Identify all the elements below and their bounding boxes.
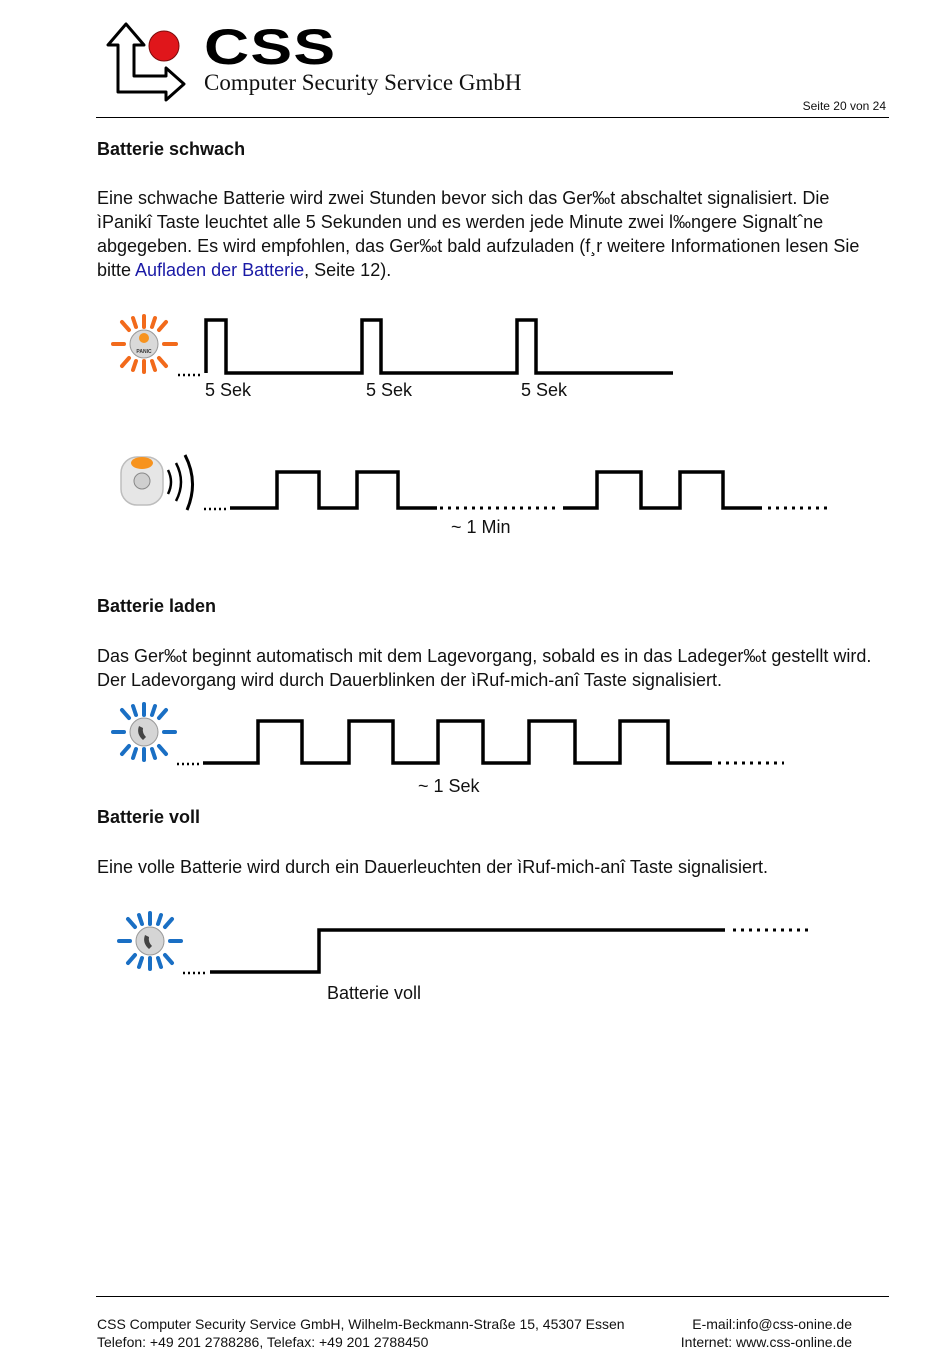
charging-link[interactable]: Aufladen der Batterie	[135, 260, 305, 280]
low-battery-text-end: , Seite 12).	[304, 260, 392, 280]
panic-pulse-waveform	[178, 320, 673, 375]
full-level-waveform	[183, 930, 810, 973]
full-paragraph: Eine volle Batterie wird durch ein Dauerleuchten der ìRuf-mich-anî Taste signalisiert.	[97, 857, 768, 877]
pulse-label-1: 5 Sek	[205, 380, 252, 400]
company-name: Computer Security Service GmbH	[204, 70, 522, 95]
page-indicator: Seite 20 von 24	[802, 99, 886, 113]
footer-website[interactable]: Internet: www.css-online.de	[680, 1334, 852, 1350]
panic-blink-icon	[113, 316, 176, 372]
logo-text: CSS	[204, 19, 337, 75]
low-battery-text: Eine schwache Batterie wird zwei Stunden bevor sich das Ger‰t abschaltet signalisiert. Die ìPanikî Taste leuchtet alle 5 Sekunden und es werden jede Minute zwei l‰ngere Signaltˆne abgegeben. Es wird empfohlen, das Ger‰t bald aufzuladen (f¸r weitere Informationen lesen Sie bitte	[97, 188, 860, 280]
footer-phone: Telefon: +49 201 2788286, Telefax: +49 201 2788450	[97, 1334, 429, 1350]
footer-divider	[96, 1296, 889, 1297]
footer-address: CSS Computer Security Service GmbH, Wilhelm-Beckmann-Straße 15, 45307 Essen	[97, 1316, 625, 1332]
pulse-label-2: 5 Sek	[366, 380, 413, 400]
section-title-charging: Batterie laden	[97, 596, 217, 616]
beep-waveform	[204, 472, 828, 509]
call-steady-icon	[119, 913, 181, 969]
blink-interval-label: ~ 1 Sek	[418, 776, 480, 796]
full-level-label: Batterie voll	[327, 983, 422, 1003]
pulse-label-3: 5 Sek	[521, 380, 568, 400]
section-title-low-battery: Batterie schwach	[97, 139, 246, 159]
section-title-full: Batterie voll	[97, 807, 201, 827]
call-blink-icon	[113, 704, 175, 760]
beep-interval-label: ~ 1 Min	[451, 517, 511, 537]
charging-blink-waveform	[177, 721, 784, 764]
footer-email[interactable]: E-mail:info@css-onine.de	[692, 1316, 852, 1332]
device-beep-icon	[121, 455, 193, 510]
panic-button-text: PANIC	[136, 349, 152, 355]
charging-paragraph: Das Ger‰t beginnt automatisch mit dem Lagevorgang, sobald es in das Ladeger‰t gestellt wird. Der Ladevorgang wird durch Dauerblinken der ìRuf-mich-anî Taste signalisiert.	[97, 646, 872, 690]
